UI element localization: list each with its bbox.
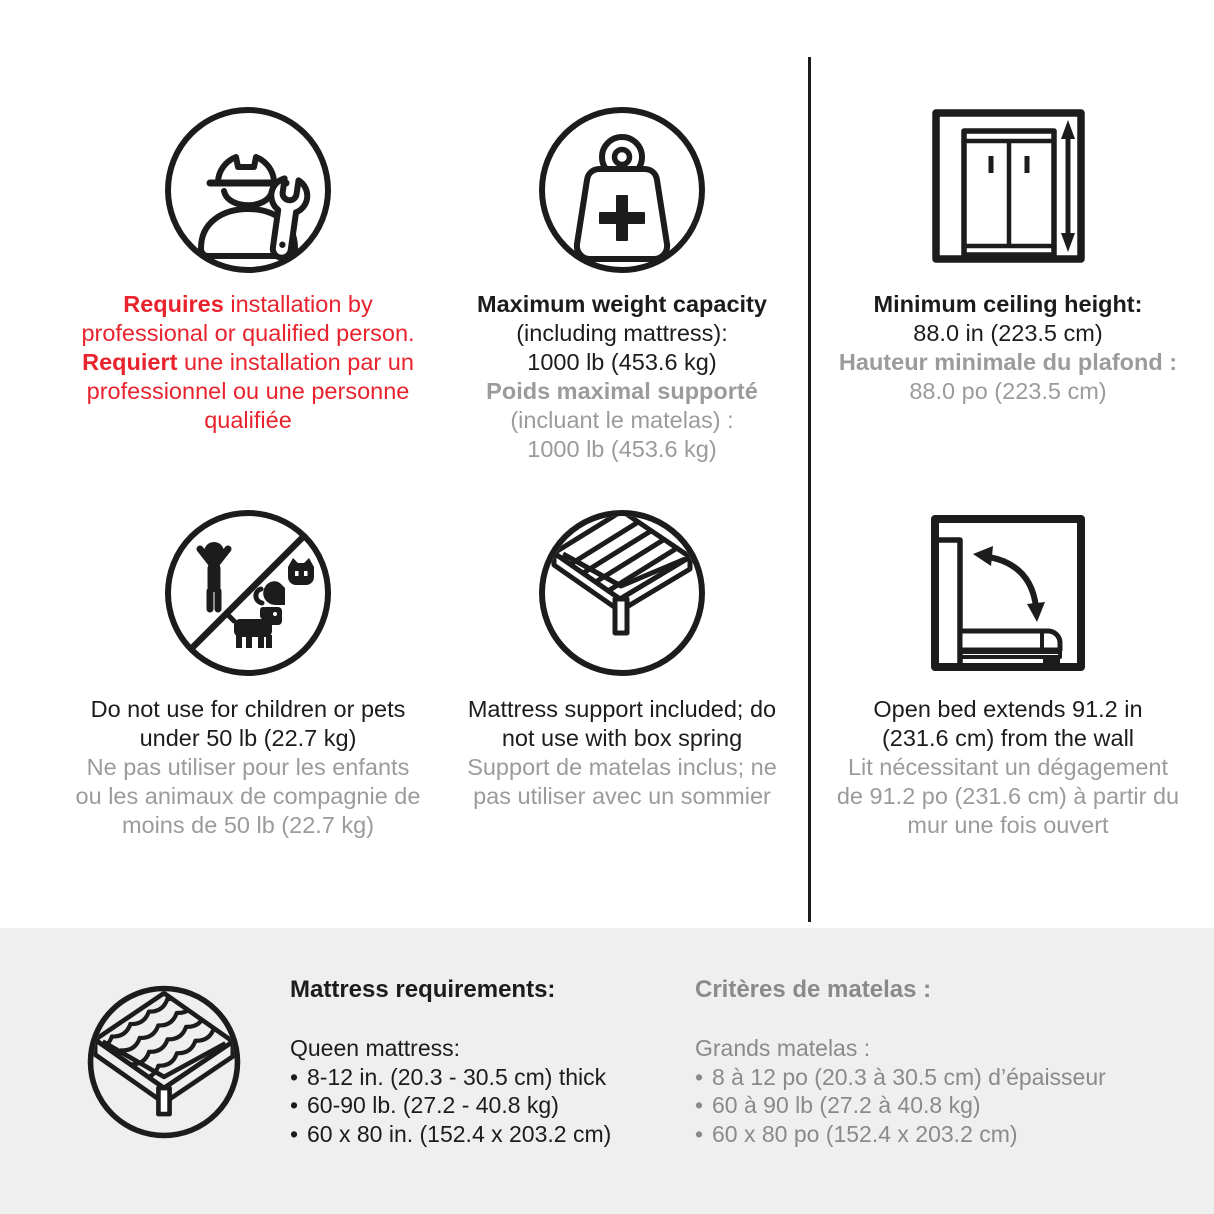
text-line: Hauteur minimale du plafond : (838, 349, 1178, 375)
highlight: Requiert (82, 349, 178, 375)
text-span: une installation par un (177, 349, 414, 375)
installation-text (81, 290, 414, 435)
text-span: installation by (223, 291, 373, 317)
tufted-mattress-icon (84, 982, 244, 1142)
text-line: professional or qualified person. (81, 320, 415, 346)
list-item (695, 1120, 1195, 1149)
mattress-requirements-section (0, 928, 1214, 1214)
text-line: 88.0 in (223.5 cm) (913, 320, 1103, 346)
no-children-pets-text (76, 695, 421, 840)
list-item (290, 1091, 690, 1120)
text-line: Support de matelas inclus; ne (467, 754, 777, 780)
footer-title-fr: Critères de matelas : (695, 976, 932, 1003)
list-item (695, 1063, 1195, 1092)
text-line: 1000 lb (453.6 kg) (527, 436, 717, 462)
text-line: 88.0 po (223.5 cm) (909, 378, 1107, 404)
text-line: pas utiliser avec un sommier (473, 783, 771, 809)
weight-capacity-text (477, 290, 767, 464)
no-children-or-pets-icon (162, 507, 334, 679)
highlight: Requires (123, 291, 224, 317)
list-item-text: 60-90 lb. (27.2 - 40.8 kg) (307, 1092, 559, 1118)
text-line: Poids maximal supporté (486, 378, 758, 404)
text-line: (including mattress): (516, 320, 728, 346)
text-line: not use with box spring (501, 725, 743, 751)
mattress-support-text (467, 695, 777, 811)
slatted-mattress-support-icon (536, 507, 708, 679)
text-line (81, 290, 414, 319)
feature-weight-capacity (430, 104, 814, 464)
feature-open-bed-clearance (818, 507, 1198, 840)
wall-bed-opening-icon (931, 515, 1085, 671)
ceiling-height-arrow-icon (932, 109, 1085, 263)
list-item (695, 1091, 1195, 1120)
text-line: (231.6 cm) from the wall (881, 725, 1135, 751)
text-line: Lit nécessitant un dégagement (847, 754, 1169, 780)
text-line: Maximum weight capacity (477, 291, 767, 317)
text-line: (incluant le matelas) : (510, 407, 734, 433)
list-item-text: 8-12 in. (20.3 - 30.5 cm) thick (307, 1063, 607, 1090)
ceiling-height-text (839, 290, 1177, 406)
list-item-text: 8 à 12 po (20.3 à 30.5 cm) d’épaisseur (712, 1063, 1106, 1090)
text-line: mur une fois ouvert (907, 812, 1109, 838)
list-item (290, 1120, 690, 1149)
text-line: qualifiée (204, 407, 292, 433)
feature-installation (57, 104, 439, 435)
weight-plus-icon (536, 104, 708, 276)
list-item (290, 1063, 690, 1092)
bullet-dot: • (290, 1120, 299, 1147)
footer-title-en: Mattress requirements: (290, 976, 556, 1003)
bullet-dot: • (695, 1120, 704, 1147)
text-line (81, 348, 414, 377)
open-bed-clearance-text (837, 695, 1179, 840)
text-line: ou les animaux de compagnie de (75, 783, 421, 809)
text-line: Minimum ceiling height: (873, 291, 1143, 317)
text-line: de 91.2 po (231.6 cm) à partir du (836, 783, 1180, 809)
text-line: Mattress support included; do (467, 696, 777, 722)
footer-subtitle-fr: Grands matelas : (695, 1035, 871, 1061)
text-line: Ne pas utiliser pour les enfants (86, 754, 410, 780)
feature-no-children-pets (57, 507, 439, 840)
text-line: Do not use for children or pets (90, 696, 406, 722)
mattress-requirements-fr (695, 975, 1195, 1148)
feature-mattress-support (430, 507, 814, 811)
text-line: Open bed extends 91.2 in (873, 696, 1143, 722)
text-line: under 50 lb (22.7 kg) (139, 725, 357, 751)
bullet-dot: • (290, 1092, 299, 1118)
bullet-dot: • (695, 1092, 704, 1118)
feature-ceiling-height (818, 104, 1198, 406)
list-item-text: 60 x 80 po (152.4 x 203.2 cm) (712, 1120, 1018, 1147)
mattress-requirements-en (290, 975, 690, 1148)
bullet-dot: • (695, 1063, 704, 1090)
bullet-dot: • (290, 1063, 299, 1090)
text-line: moins de 50 lb (22.7 kg) (121, 812, 375, 838)
list-item-text: 60 x 80 in. (152.4 x 203.2 cm) (307, 1120, 612, 1147)
text-line: 1000 lb (453.6 kg) (527, 349, 717, 375)
list-item-text: 60 à 90 lb (27.2 à 40.8 kg) (712, 1092, 981, 1118)
text-line: professionnel ou une personne (86, 378, 410, 404)
installer-with-wrench-icon (162, 104, 334, 276)
footer-subtitle-en: Queen mattress: (290, 1035, 461, 1061)
